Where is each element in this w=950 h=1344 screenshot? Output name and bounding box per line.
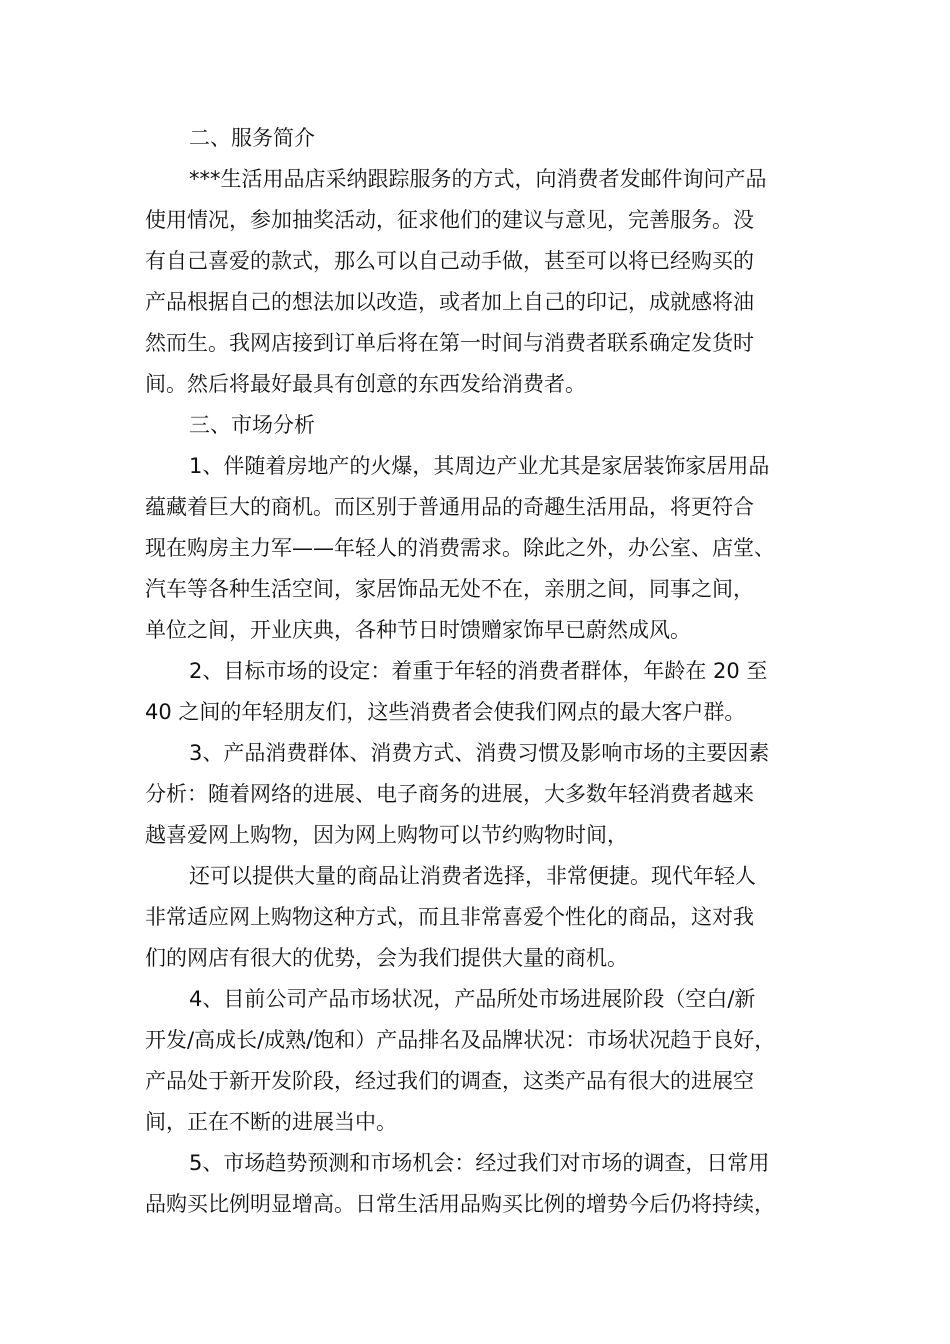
text-line: 有自己喜爱的款式，那么可以自己动手做，甚至可以将已经购买的 bbox=[145, 249, 754, 273]
paragraph-market-4 bbox=[145, 856, 815, 979]
text-line: 们的网店有很大的优势，会为我们提供大量的商机。 bbox=[145, 946, 628, 970]
section-heading-market: 三、市场分析 bbox=[189, 413, 315, 437]
text-line: 产品处于新开发阶段，经过我们的调查，这类产品有很大的进展空 bbox=[145, 1069, 754, 1093]
text-line: 单位之间，开业庆典，各种节日时馈赠家饰早已蔚然成风。 bbox=[145, 618, 691, 642]
text-line: 间，正在不断的进展当中。 bbox=[145, 1110, 397, 1134]
paragraph-service-intro bbox=[145, 159, 815, 405]
text-line: 使用情况，参加抽奖活动，征求他们的建议与意见，完善服务。没 bbox=[145, 208, 754, 232]
text-line: 开发/高成长/成熟/饱和）产品排名及品牌状况：市场状况趋于良好， bbox=[145, 1028, 776, 1052]
text-line: 然而生。我网店接到订单后将在第一时间与消费者联系确定发货时 bbox=[145, 331, 754, 355]
text-line: 2、目标市场的设定：着重于年轻的消费者群体，年龄在 20 至 bbox=[189, 659, 768, 683]
paragraph-market-3 bbox=[145, 733, 815, 856]
paragraph-market-1 bbox=[145, 446, 815, 651]
paragraph-market-2 bbox=[145, 651, 815, 733]
text-line: 4、目前公司产品市场状况，产品所处市场进展阶段（空白/新 bbox=[189, 987, 756, 1011]
section-heading-service: 二、服务简介 bbox=[189, 126, 315, 150]
text-line: 还可以提供大量的商品让消费者选择，非常便捷。现代年轻人 bbox=[189, 864, 756, 888]
text-line: 现在购房主力军——年轻人的消费需求。除此之外，办公室、店堂、 bbox=[145, 536, 775, 560]
paragraph-market-6 bbox=[145, 1143, 815, 1225]
text-line: 蕴藏着巨大的商机。而区别于普通用品的奇趣生活用品，将更符合 bbox=[145, 495, 754, 519]
text-line: 汽车等各种生活空间，家居饰品无处不在，亲朋之间，同事之间， bbox=[145, 577, 754, 601]
text-line: 非常适应网上购物这种方式，而且非常喜爱个性化的商品，这对我 bbox=[145, 905, 754, 929]
text-line: 产品根据自己的想法加以改造，或者加上自己的印记，成就感将油 bbox=[145, 290, 754, 314]
text-line: 分析：随着网络的进展、电子商务的进展，大多数年轻消费者越来 bbox=[145, 782, 754, 806]
text-line: ***生活用品店采纳跟踪服务的方式，向消费者发邮件询问产品 bbox=[189, 167, 767, 191]
text-line: 40 之间的年轻朋友们，这些消费者会使我们网点的最大客户群。 bbox=[145, 700, 746, 724]
text-line: 品购买比例明显增高。日常生活用品购买比例的增势今后仍将持续， bbox=[145, 1192, 775, 1216]
paragraph-market-5 bbox=[145, 979, 815, 1143]
text-line: 间。然后将最好最具有创意的东西发给消费者。 bbox=[145, 372, 586, 396]
text-line: 3、产品消费群体、消费方式、消费习惯及影响市场的主要因素 bbox=[189, 741, 770, 765]
text-line: 越喜爱网上购物，因为网上购物可以节约购物时间， bbox=[145, 823, 628, 847]
document-body bbox=[145, 118, 815, 1225]
text-line: 5、市场趋势预测和市场机会：经过我们对市场的调查，日常用 bbox=[189, 1151, 770, 1175]
text-line: 1、伴随着房地产的火爆，其周边产业尤其是家居装饰家居用品 bbox=[189, 454, 770, 478]
